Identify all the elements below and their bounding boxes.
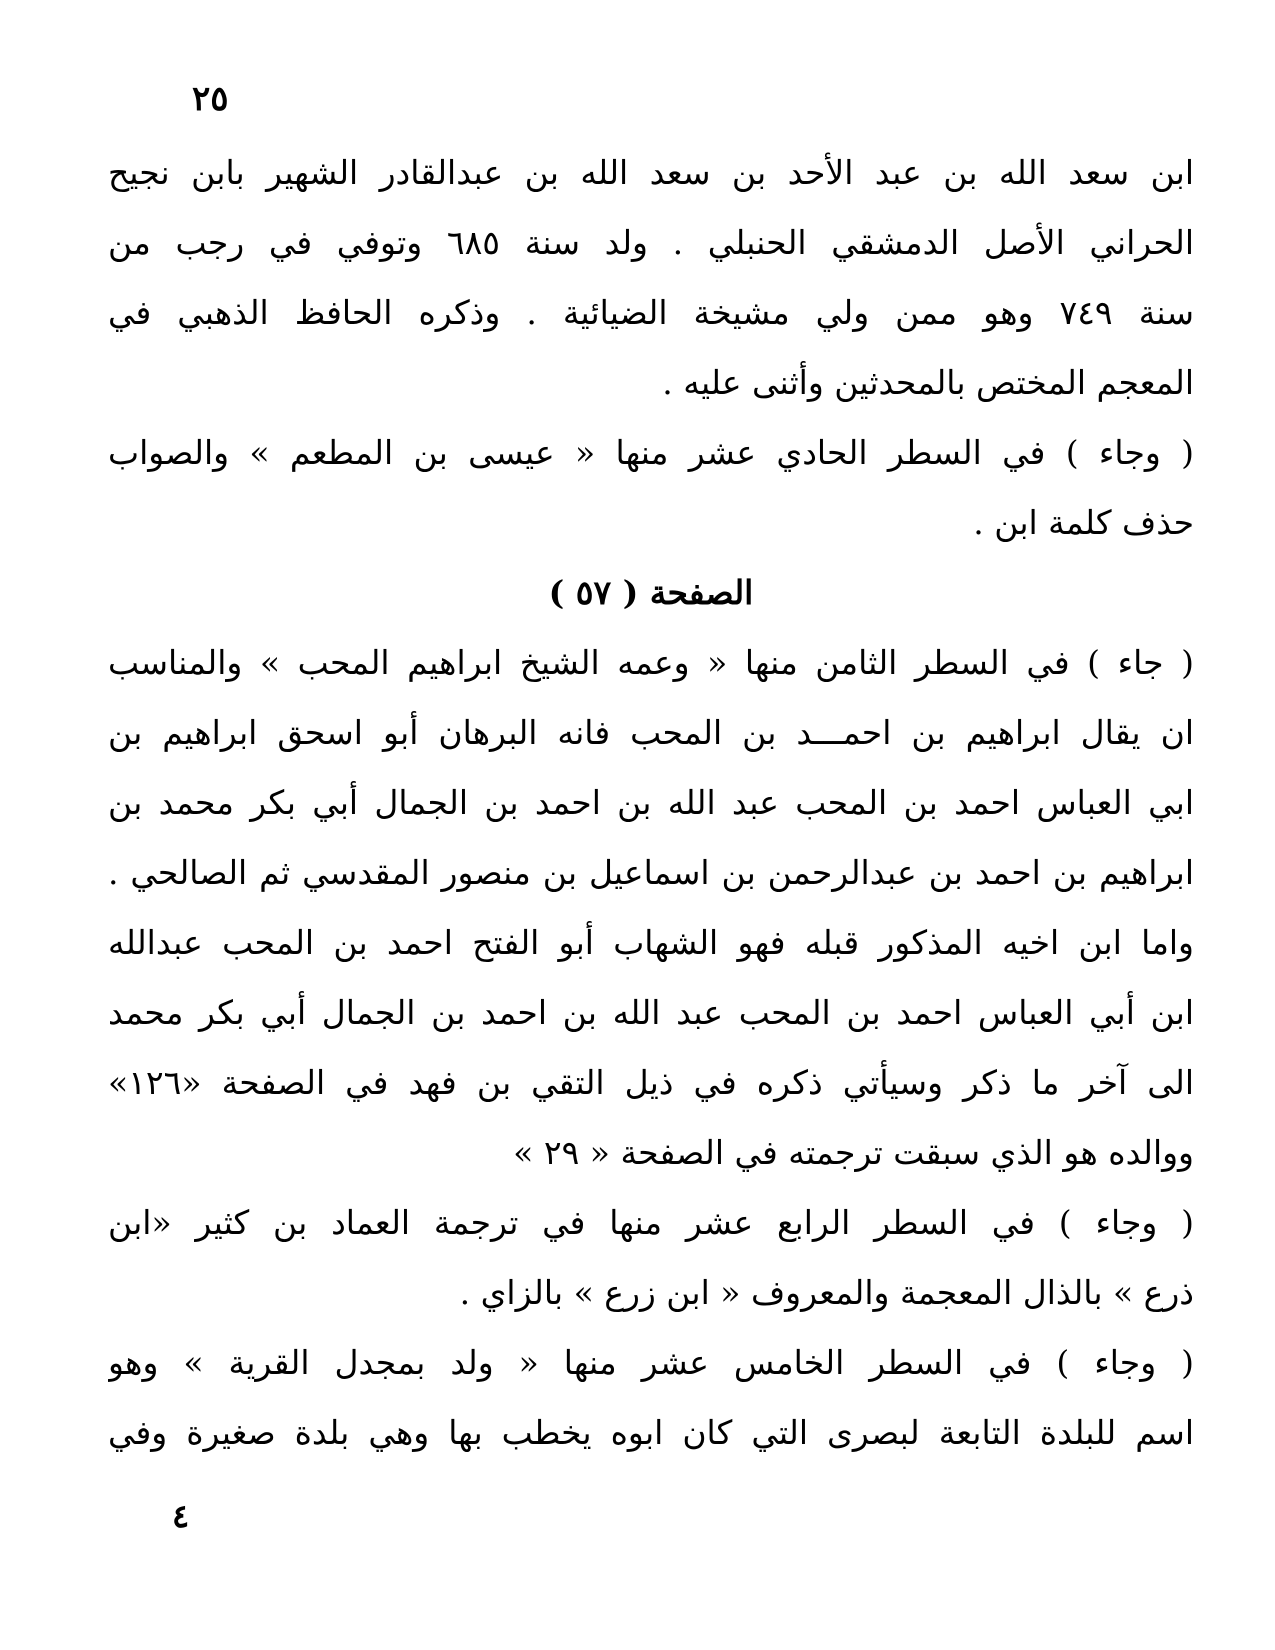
- text-line: ( وجاء ) في السطر الحادي عشر منها « عيسى بن المطعم » والصواب: [108, 433, 1194, 472]
- text-line: ان يقال ابراهيم بن احمـــد بن المحب فانه البرهان أبو اسحق ابراهيم بن: [108, 713, 1194, 752]
- text-line: واما ابن اخيه المذكور قبله فهو الشهاب أبو الفتح احمد بن المحب عبدالله: [108, 923, 1194, 962]
- text-line: سنة ٧٤٩ وهو ممن ولي مشيخة الضيائية . وذكره الحافظ الذهبي في: [108, 293, 1194, 332]
- page-number-top: ٢٥: [192, 79, 229, 119]
- text-line: ابن أبي العباس احمد بن المحب عبد الله بن احمد بن الجمال أبي بكر محمد: [108, 993, 1194, 1032]
- text-line: ( وجاء ) في السطر الرابع عشر منها في ترجمة العماد بن كثير «ابن: [108, 1203, 1194, 1242]
- text-line: ابن سعد الله بن عبد الأحد بن سعد الله بن عبدالقادر الشهير بابن نجيح: [108, 153, 1194, 192]
- text-line: ابي العباس احمد بن المحب عبد الله بن احمد بن الجمال أبي بكر محمد بن: [108, 783, 1194, 822]
- text-line: المعجم المختص بالمحدثين وأثنى عليه .: [662, 363, 1194, 402]
- text-line: اسم للبلدة التابعة لبصرى التي كان ابوه يخطب بها وهي بلدة صغيرة وفي: [108, 1413, 1194, 1452]
- section-heading: الصفحة ( ٥٧ ): [548, 573, 754, 612]
- text-line: ( جاء ) في السطر الثامن منها « وعمه الشيخ ابراهيم المحب » والمناسب: [108, 643, 1194, 682]
- text-line: ووالده هو الذي سبقت ترجمته في الصفحة « ٢٩ »: [513, 1133, 1194, 1172]
- page-body-text: [108, 138, 1194, 1468]
- page-number-bottom: ٤: [172, 1497, 190, 1535]
- text-line: ( وجاء ) في السطر الخامس عشر منها « ولد بمجدل القرية » وهو: [108, 1343, 1194, 1382]
- text-line: ابراهيم بن احمد بن عبدالرحمن بن اسماعيل بن منصور المقدسي ثم الصالحي .: [108, 853, 1194, 892]
- text-line: حذف كلمة ابن .: [973, 503, 1194, 542]
- text-line: الحراني الأصل الدمشقي الحنبلي . ولد سنة ٦٨٥ وتوفي في رجب من: [108, 223, 1194, 262]
- text-line: ذرع » بالذال المعجمة والمعروف « ابن زرع » بالزاي .: [459, 1273, 1194, 1312]
- text-line: الى آخر ما ذكر وسيأتي ذكره في ذيل التقي بن فهد في الصفحة «١٢٦»: [108, 1063, 1194, 1102]
